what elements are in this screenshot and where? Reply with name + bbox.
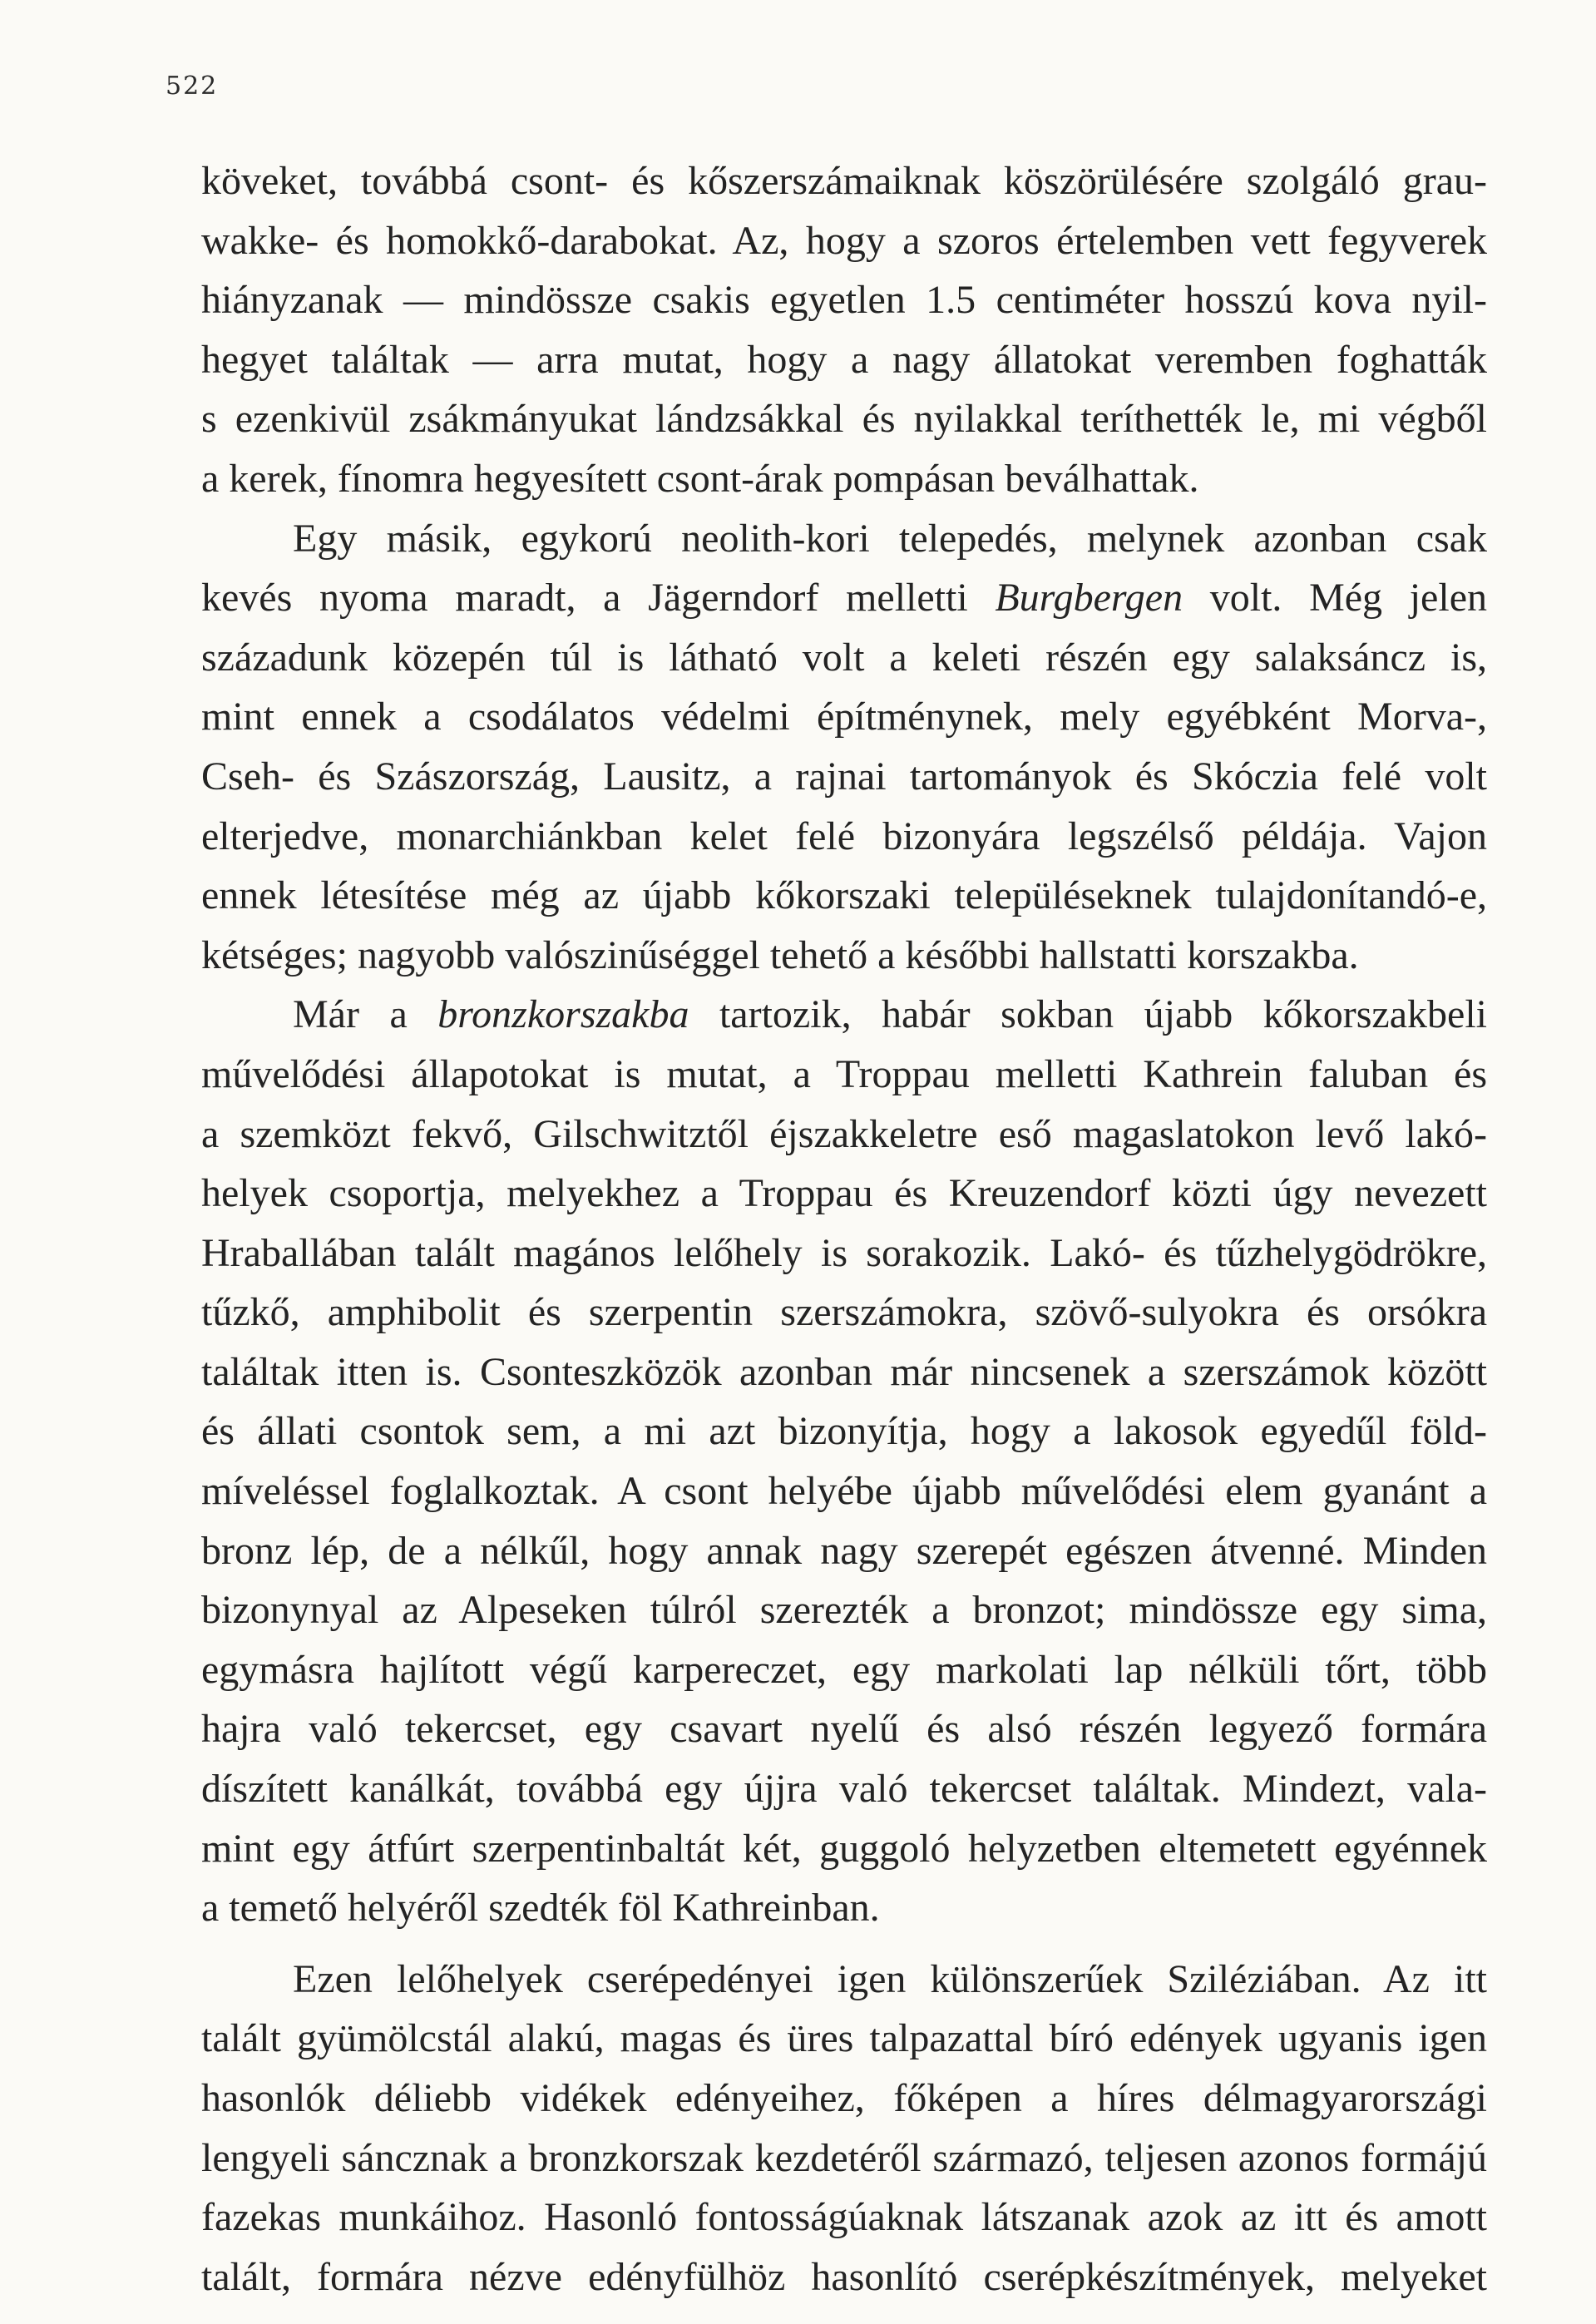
text-run: kevés nyoma maradt, a Jägerndorf melletti [201,576,996,621]
text-line [201,985,1487,1045]
text-line: talált, formára nézve edényfülhöz hasonlító cserépkészítmények, melyeket [201,2254,1487,2299]
text-line: egymásra hajlított végű karpereczet, egy markolati lap nélküli tőrt, több [201,1647,1487,1692]
text-line: Cseh- és Szászország, Lausitz, a rajnai tartományok és Skóczia felé volt [201,754,1487,799]
text-line: hiányzanak — mindössze csakis egyetlen 1.5 centiméter hosszú kova nyil- [201,278,1487,323]
text-line: és állati csontok sem, a mi azt bizonyítja, hogy a lakosok egyedűl föld- [201,1409,1487,1454]
text-line: találtak itten is. Csonteszközök azonban már nincsenek a szerszámok között [201,1349,1487,1394]
text-run: Már a [293,992,438,1037]
text-line [201,568,1487,628]
text-line: Ezen lelőhelyek cserépedényei igen különszerűek Sziléziában. Az itt [293,1956,1487,2001]
page-number: 522 [166,72,219,101]
text-line: a temető helyéről szedték föl Kathreinban. [201,1886,880,1931]
text-line: a kerek, fínomra hegyesített csont-árak pompásan beválhattak. [201,456,1199,501]
text-line: Hraballában talált magános lelőhely is sorakozik. Lakó- és tűzhelygödrökre, [201,1230,1487,1275]
text-line: lengyeli sáncznak a bronzkorszak kezdetéről származó, teljesen azonos formájú [201,2135,1487,2180]
text-line: bizonynyal az Alpeseken túlról szerezték a bronzot; mindössze egy sima, [201,1588,1487,1633]
text-line: ennek létesítése még az újabb kőkorszaki településeknek tulajdonítandó-e, [201,873,1487,918]
body-text [201,151,1487,2307]
text-line: bronz lép, de a nélkűl, hogy annak nagy szerepét egészen átvenné. Minden [201,1528,1487,1573]
text-line: fazekas munkáihoz. Hasonló fontosságúaknak látszanak azok az itt és amott [201,2195,1487,2240]
paragraph [201,151,1487,509]
text-line: századunk közepén túl is látható volt a keleti részén egy salaksáncz is, [201,635,1487,680]
text-line: elterjedve, monarchiánkban kelet felé bizonyára legszélső példája. Vajon [201,813,1487,858]
text-line: díszített kanálkát, továbbá egy újjra való tekercset találtak. Mindezt, vala- [201,1767,1487,1812]
paragraph [201,1950,1487,2307]
text-line: művelődési állapotokat is mutat, a Troppau melletti Kathrein faluban és [201,1051,1487,1096]
text-line: Egy másik, egykorú neolith-kori telepedés, melynek azonban csak [293,516,1487,561]
text-line: hasonlók déliebb vidékek edényeihez, főképen a híres délmagyarországi [201,2076,1487,2120]
text-line: hajra való tekercset, egy csavart nyelű és alsó részén legyező formára [201,1707,1487,1752]
text-line: köveket, továbbá csont- és kőszerszámaiknak köszörülésére szolgáló grau- [201,159,1487,203]
text-line: helyek csoportja, melyekhez a Troppau és Kreuzendorf közti úgy nevezett [201,1171,1487,1216]
text-line: mint egy átfúrt szerpentinbaltát két, guggoló helyzetben eltemetett egyénnek [201,1826,1487,1871]
text-line: mint ennek a csodálatos védelmi építménynek, mely egyébként Morva-, [201,695,1487,739]
paragraph-gap [201,1938,1487,1950]
text-line: talált gyümölcstál alakú, magas és üres talpazattal bíró edények ugyanis igen [201,2016,1487,2061]
text-line: a szemközt fekvő, Gilschwitztől éjszakkeletre eső magaslatokon levő lakó- [201,1111,1487,1156]
paragraph [201,509,1487,986]
paragraph [201,985,1487,1938]
text-line: míveléssel foglalkoztak. A csont helyébe újabb művelődési elem gyanánt a [201,1469,1487,1514]
italic-place-name: Burgbergen [995,576,1183,621]
text-run: tartozik, habár sokban újabb kőkorszakbeli [689,992,1487,1037]
text-line: wakke- és homokkő-darabokat. Az, hogy a szoros értelemben vett fegyverek [201,218,1487,263]
text-line: kétséges; nagyobb valószinűséggel tehető a későbbi hallstatti korszakba. [201,932,1359,977]
italic-term: bronzkorszakba [437,992,689,1037]
text-line: tűzkő, amphibolit és szerpentin szerszámokra, szövő-sulyokra és orsókra [201,1290,1487,1335]
text-line: hegyet találtak — arra mutat, hogy a nagy állatokat veremben foghatták [201,337,1487,382]
text-run: volt. Még jelen [1183,576,1488,621]
text-line: s ezenkivül zsákmányukat lándzsákkal és nyilakkal teríthették le, mi végből [201,397,1487,442]
